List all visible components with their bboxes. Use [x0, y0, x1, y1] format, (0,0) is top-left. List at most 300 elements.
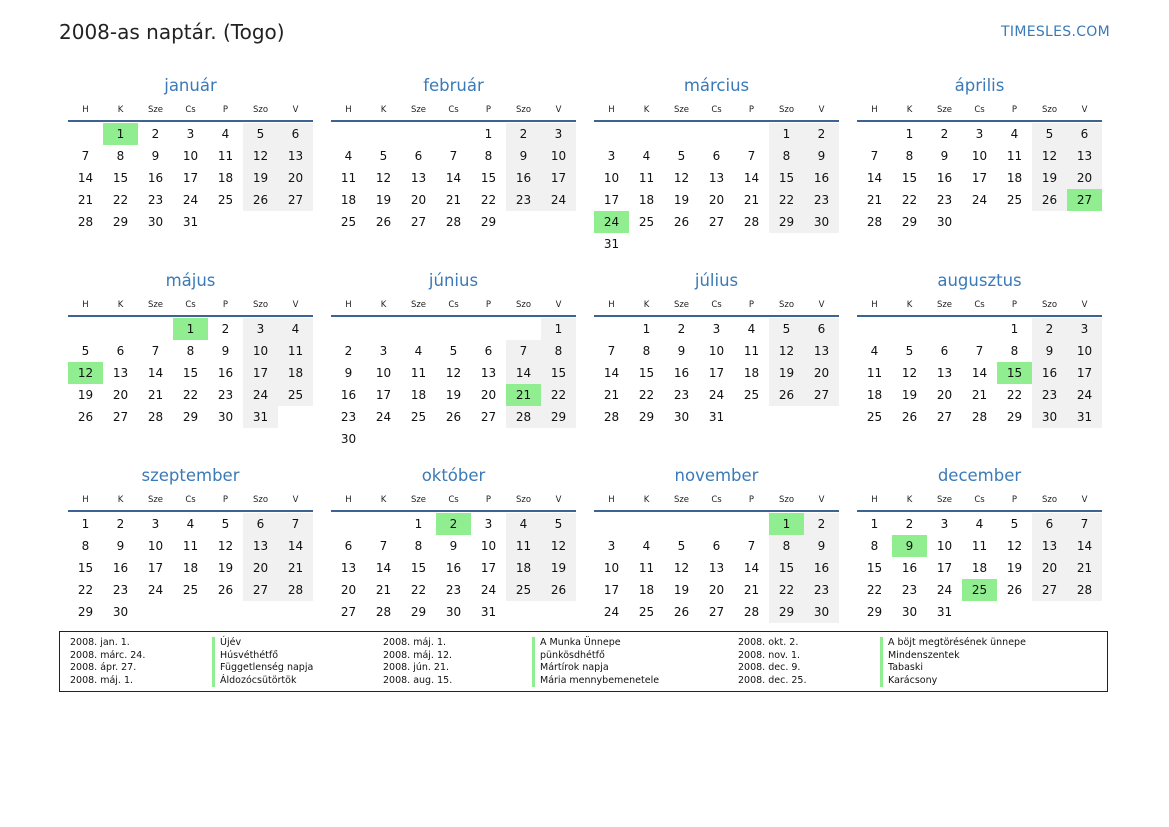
day-cell: 9 — [449, 539, 458, 553]
empty-cell — [699, 123, 734, 145]
day-cell: 15 — [182, 366, 199, 380]
day-cell: 25 — [217, 193, 234, 207]
day-cell: 4 — [870, 344, 879, 358]
empty-cell — [734, 513, 769, 535]
day-cell: 28 — [278, 579, 313, 601]
day-cell: 16 — [804, 557, 839, 579]
day-cell: 25 — [182, 583, 199, 597]
weekday-label: P — [222, 105, 229, 115]
day-cell: 12 — [445, 366, 462, 380]
day-cell: 14 — [971, 366, 988, 380]
weekday-label: P — [485, 105, 492, 115]
empty-cell — [366, 513, 401, 535]
day-cell: 12 — [673, 561, 690, 575]
day-cell: 11 — [1006, 149, 1023, 163]
day-cell: 23 — [673, 388, 690, 402]
weekday-label: K — [643, 105, 650, 115]
holiday-date: 2008. ápr. 27. — [70, 662, 137, 673]
day-cell: 26 — [769, 384, 804, 406]
day-cell: 21 — [866, 193, 883, 207]
day-cell: 21 — [1067, 557, 1102, 579]
day-cell: 13 — [708, 561, 725, 575]
day-cell: 30 — [1032, 406, 1067, 428]
day-cell: 17 — [480, 561, 497, 575]
weekday-label: K — [117, 105, 124, 115]
day-cell: 15 — [112, 171, 129, 185]
day-cell: 5 — [769, 318, 804, 340]
holiday-date: 2008. márc. 24. — [70, 649, 146, 661]
day-cell: 3 — [151, 517, 160, 531]
weekday-label: V — [818, 105, 825, 115]
holiday-day-cell: 9 — [892, 535, 927, 557]
day-cell: 2 — [1032, 318, 1067, 340]
day-cell: 28 — [866, 215, 883, 229]
day-cell: 1 — [541, 318, 576, 340]
day-cell: 20 — [278, 167, 313, 189]
day-cell: 14 — [1067, 535, 1102, 557]
day-cell: 4 — [975, 517, 984, 531]
weekday-label: Cs — [185, 105, 196, 115]
day-cell: 28 — [77, 215, 94, 229]
day-cell: 23 — [445, 583, 462, 597]
day-cell: 20 — [708, 193, 725, 207]
day-cell: 5 — [81, 344, 90, 358]
day-cell: 20 — [708, 583, 725, 597]
day-cell: 22 — [769, 579, 804, 601]
day-cell: 11 — [217, 149, 234, 163]
holiday-day-cell: 25 — [962, 579, 997, 601]
day-cell: 20 — [1032, 557, 1067, 579]
month-3 — [857, 72, 1102, 253]
day-cell: 27 — [278, 189, 313, 211]
day-cell: 26 — [901, 410, 918, 424]
day-cell: 18 — [971, 561, 988, 575]
holiday-day-cell: 1 — [103, 123, 138, 145]
empty-cell — [594, 123, 629, 145]
weekday-label: Cs — [974, 105, 985, 115]
day-grid — [68, 513, 313, 623]
weekday-header — [594, 490, 839, 512]
day-cell: 21 — [77, 193, 94, 207]
weekday-label: H — [82, 495, 89, 505]
holiday-name: Újév — [212, 637, 241, 650]
day-grid — [857, 123, 1102, 233]
day-cell: 26 — [673, 215, 690, 229]
day-cell: 11 — [340, 171, 357, 185]
empty-cell — [366, 123, 401, 145]
day-cell: 23 — [1032, 384, 1067, 406]
weekday-label: P — [1011, 300, 1018, 310]
month-6 — [594, 267, 839, 448]
day-grid — [594, 513, 839, 623]
day-cell: 28 — [506, 406, 541, 428]
day-grid — [594, 123, 839, 255]
day-cell: 2 — [221, 322, 230, 336]
day-cell: 31 — [182, 215, 199, 229]
day-cell: 12 — [375, 171, 392, 185]
day-cell: 31 — [708, 410, 725, 424]
day-cell: 6 — [940, 344, 949, 358]
day-cell: 11 — [410, 366, 427, 380]
day-cell: 5 — [1032, 123, 1067, 145]
day-cell: 23 — [804, 189, 839, 211]
day-cell: 29 — [769, 601, 804, 623]
weekday-header — [594, 295, 839, 317]
weekday-label: V — [292, 105, 299, 115]
day-cell: 26 — [1032, 189, 1067, 211]
holiday-name: A Munka Ünnepe — [532, 637, 621, 650]
day-cell: 29 — [901, 215, 918, 229]
day-cell: 19 — [769, 362, 804, 384]
empty-cell — [401, 318, 436, 340]
day-cell: 16 — [147, 171, 164, 185]
day-cell: 28 — [971, 410, 988, 424]
day-cell: 12 — [901, 366, 918, 380]
day-cell: 18 — [1006, 171, 1023, 185]
day-cell: 22 — [77, 583, 94, 597]
day-cell: 8 — [642, 344, 651, 358]
day-cell: 23 — [147, 193, 164, 207]
weekday-label: Szo — [515, 105, 532, 115]
day-cell: 29 — [410, 605, 427, 619]
holiday-legend — [59, 631, 1108, 692]
day-cell: 28 — [743, 215, 760, 229]
weekday-label: Cs — [974, 495, 985, 505]
weekday-label: P — [485, 300, 492, 310]
day-cell: 20 — [804, 362, 839, 384]
day-cell: 11 — [506, 535, 541, 557]
holiday-day-cell: 1 — [173, 318, 208, 340]
holiday-date: 2008. nov. 1. — [738, 649, 801, 661]
day-cell: 12 — [541, 535, 576, 557]
day-cell: 29 — [638, 410, 655, 424]
day-cell: 15 — [77, 561, 94, 575]
weekday-label: K — [906, 300, 913, 310]
day-cell: 1 — [769, 123, 804, 145]
day-cell: 30 — [936, 215, 953, 229]
weekday-header — [331, 490, 576, 512]
day-cell: 11 — [743, 344, 760, 358]
day-cell: 20 — [340, 583, 357, 597]
weekday-label: Cs — [711, 495, 722, 505]
weekday-header — [68, 490, 313, 512]
day-cell: 5 — [221, 517, 230, 531]
day-cell: 19 — [445, 388, 462, 402]
day-cell: 3 — [712, 322, 721, 336]
weekday-label: Sze — [410, 495, 427, 505]
day-cell: 16 — [217, 366, 234, 380]
day-cell: 15 — [410, 561, 427, 575]
day-cell: 16 — [112, 561, 129, 575]
weekday-label: Cs — [185, 300, 196, 310]
day-cell: 11 — [638, 171, 655, 185]
day-cell: 16 — [340, 388, 357, 402]
day-cell: 12 — [769, 340, 804, 362]
day-cell: 19 — [77, 388, 94, 402]
month-name: szeptember — [141, 466, 240, 485]
day-cell: 6 — [414, 149, 423, 163]
weekday-label: H — [82, 105, 89, 115]
day-cell: 4 — [642, 539, 651, 553]
weekday-label: Cs — [185, 495, 196, 505]
day-cell: 6 — [804, 318, 839, 340]
day-cell: 4 — [1010, 127, 1019, 141]
day-cell: 16 — [804, 167, 839, 189]
day-cell: 19 — [541, 557, 576, 579]
day-cell: 21 — [743, 583, 760, 597]
day-cell: 2 — [940, 127, 949, 141]
day-cell: 17 — [541, 167, 576, 189]
empty-cell — [594, 318, 629, 340]
weekday-header — [331, 100, 576, 122]
holiday-date: 2008. dec. 9. — [738, 662, 801, 673]
month-4 — [68, 267, 313, 448]
day-cell: 8 — [414, 539, 423, 553]
day-cell: 1 — [81, 517, 90, 531]
day-cell: 5 — [243, 123, 278, 145]
day-cell: 3 — [1067, 318, 1102, 340]
day-cell: 4 — [186, 517, 195, 531]
day-cell: 19 — [673, 193, 690, 207]
day-cell: 18 — [182, 561, 199, 575]
day-cell: 13 — [708, 171, 725, 185]
day-cell: 9 — [677, 344, 686, 358]
day-cell: 23 — [804, 579, 839, 601]
day-cell: 26 — [375, 215, 392, 229]
day-cell: 3 — [541, 123, 576, 145]
holiday-date: 2008. dec. 25. — [738, 674, 807, 686]
weekday-label: K — [906, 105, 913, 115]
day-cell: 22 — [182, 388, 199, 402]
empty-cell — [927, 318, 962, 340]
day-cell: 17 — [603, 583, 620, 597]
day-cell: 3 — [940, 517, 949, 531]
day-cell: 6 — [1067, 123, 1102, 145]
day-cell: 4 — [344, 149, 353, 163]
holiday-name: pünkösdhétfő — [532, 650, 605, 663]
day-cell: 17 — [971, 171, 988, 185]
day-cell: 31 — [603, 237, 620, 251]
weekday-label: K — [117, 300, 124, 310]
day-cell: 7 — [506, 340, 541, 362]
weekday-label: P — [748, 495, 755, 505]
weekday-label: Szo — [252, 495, 269, 505]
day-cell: 7 — [379, 539, 388, 553]
empty-cell — [594, 513, 629, 535]
day-cell: 22 — [1006, 388, 1023, 402]
weekday-label: V — [818, 495, 825, 505]
weekday-label: K — [906, 495, 913, 505]
empty-cell — [857, 318, 892, 340]
day-cell: 7 — [975, 344, 984, 358]
weekday-label: Szo — [515, 300, 532, 310]
month-5 — [331, 267, 576, 448]
weekday-label: Cs — [448, 105, 459, 115]
day-cell: 7 — [81, 149, 90, 163]
empty-cell — [629, 513, 664, 535]
day-cell: 7 — [607, 344, 616, 358]
day-cell: 13 — [1032, 535, 1067, 557]
holiday-day-cell: 21 — [506, 384, 541, 406]
day-cell: 22 — [638, 388, 655, 402]
day-cell: 10 — [147, 539, 164, 553]
month-11 — [857, 462, 1102, 643]
month-0 — [68, 72, 313, 253]
weekday-header — [857, 100, 1102, 122]
weekday-label: P — [748, 300, 755, 310]
day-cell: 16 — [506, 167, 541, 189]
day-cell: 27 — [410, 215, 427, 229]
day-cell: 27 — [708, 605, 725, 619]
weekday-label: V — [818, 300, 825, 310]
day-cell: 30 — [147, 215, 164, 229]
empty-cell — [103, 318, 138, 340]
day-cell: 31 — [480, 605, 497, 619]
day-cell: 4 — [221, 127, 230, 141]
day-cell: 8 — [769, 145, 804, 167]
empty-cell — [331, 318, 366, 340]
day-cell: 13 — [1067, 145, 1102, 167]
day-cell: 27 — [340, 605, 357, 619]
day-cell: 30 — [112, 605, 129, 619]
legend-column — [60, 637, 1107, 687]
holiday-date: 2008. máj. 12. — [383, 649, 453, 661]
day-cell: 26 — [217, 583, 234, 597]
day-cell: 16 — [936, 171, 953, 185]
day-cell: 11 — [866, 366, 883, 380]
day-cell: 29 — [77, 605, 94, 619]
day-cell: 21 — [147, 388, 164, 402]
day-cell: 29 — [182, 410, 199, 424]
day-cell: 18 — [278, 362, 313, 384]
month-name: június — [428, 271, 479, 290]
day-cell: 18 — [638, 193, 655, 207]
weekday-label: Sze — [936, 300, 953, 310]
holiday-name: Áldozócsütörtök — [212, 675, 296, 688]
day-cell: 14 — [603, 366, 620, 380]
day-cell: 27 — [112, 410, 129, 424]
day-cell: 2 — [344, 344, 353, 358]
weekday-label: P — [222, 495, 229, 505]
month-name: december — [937, 466, 1022, 485]
day-cell: 24 — [603, 605, 620, 619]
month-name: január — [164, 76, 217, 95]
weekday-label: Szo — [778, 300, 795, 310]
holiday-date: 2008. jún. 21. — [383, 662, 450, 673]
day-cell: 1 — [905, 127, 914, 141]
day-cell: 15 — [901, 171, 918, 185]
day-cell: 13 — [112, 366, 129, 380]
day-cell: 10 — [480, 539, 497, 553]
day-cell: 27 — [243, 579, 278, 601]
day-cell: 31 — [1067, 406, 1102, 428]
day-cell: 14 — [506, 362, 541, 384]
day-cell: 5 — [1010, 517, 1019, 531]
day-cell: 10 — [936, 539, 953, 553]
weekday-label: V — [1081, 105, 1088, 115]
day-cell: 27 — [480, 410, 497, 424]
day-cell: 18 — [743, 366, 760, 380]
day-cell: 12 — [673, 171, 690, 185]
day-cell: 2 — [116, 517, 125, 531]
month-name: augusztus — [937, 271, 1022, 290]
empty-cell — [436, 318, 471, 340]
day-cell: 24 — [936, 583, 953, 597]
day-cell: 13 — [243, 535, 278, 557]
day-cell: 6 — [344, 539, 353, 553]
day-cell: 10 — [243, 340, 278, 362]
day-cell: 5 — [449, 344, 458, 358]
day-cell: 3 — [484, 517, 493, 531]
day-grid — [68, 123, 313, 233]
weekday-label: Szo — [1041, 105, 1058, 115]
weekday-label: Cs — [974, 300, 985, 310]
weekday-header — [331, 295, 576, 317]
weekday-label: V — [292, 495, 299, 505]
day-cell: 26 — [77, 410, 94, 424]
day-cell: 26 — [243, 189, 278, 211]
day-cell: 12 — [1006, 539, 1023, 553]
weekday-label: Sze — [673, 495, 690, 505]
day-cell: 11 — [971, 539, 988, 553]
empty-cell — [892, 318, 927, 340]
holiday-day-cell: 12 — [68, 362, 103, 384]
day-cell: 20 — [936, 388, 953, 402]
month-7 — [857, 267, 1102, 448]
day-cell: 9 — [344, 366, 353, 380]
empty-cell — [331, 123, 366, 145]
day-cell: 9 — [221, 344, 230, 358]
day-cell: 16 — [1032, 362, 1067, 384]
day-cell: 25 — [743, 388, 760, 402]
day-cell: 22 — [410, 583, 427, 597]
day-cell: 13 — [340, 561, 357, 575]
day-cell: 2 — [804, 123, 839, 145]
day-cell: 27 — [1032, 579, 1067, 601]
day-cell: 29 — [866, 605, 883, 619]
weekday-header — [68, 295, 313, 317]
day-cell: 17 — [375, 388, 392, 402]
day-cell: 16 — [673, 366, 690, 380]
site-link[interactable]: TIMESLES.COM — [1001, 24, 1110, 40]
day-cell: 26 — [1006, 583, 1023, 597]
empty-cell — [68, 318, 103, 340]
day-cell: 24 — [375, 410, 392, 424]
day-cell: 9 — [1032, 340, 1067, 362]
day-cell: 8 — [905, 149, 914, 163]
day-cell: 29 — [541, 406, 576, 428]
holiday-name: A böjt megtörésének ünnepe — [880, 637, 1026, 650]
day-cell: 10 — [603, 171, 620, 185]
day-cell: 19 — [673, 583, 690, 597]
holiday-day-cell: 2 — [436, 513, 471, 535]
weekday-label: H — [345, 300, 352, 310]
weekday-label: H — [345, 105, 352, 115]
day-cell: 21 — [278, 557, 313, 579]
day-cell: 25 — [1006, 193, 1023, 207]
day-cell: 31 — [936, 605, 953, 619]
day-cell: 18 — [638, 583, 655, 597]
day-cell: 1 — [484, 127, 493, 141]
day-cell: 21 — [971, 388, 988, 402]
day-grid — [331, 123, 576, 233]
empty-cell — [699, 513, 734, 535]
empty-cell — [401, 123, 436, 145]
day-cell: 20 — [480, 388, 497, 402]
day-cell: 22 — [769, 189, 804, 211]
day-cell: 23 — [506, 189, 541, 211]
weekday-label: Sze — [936, 105, 953, 115]
